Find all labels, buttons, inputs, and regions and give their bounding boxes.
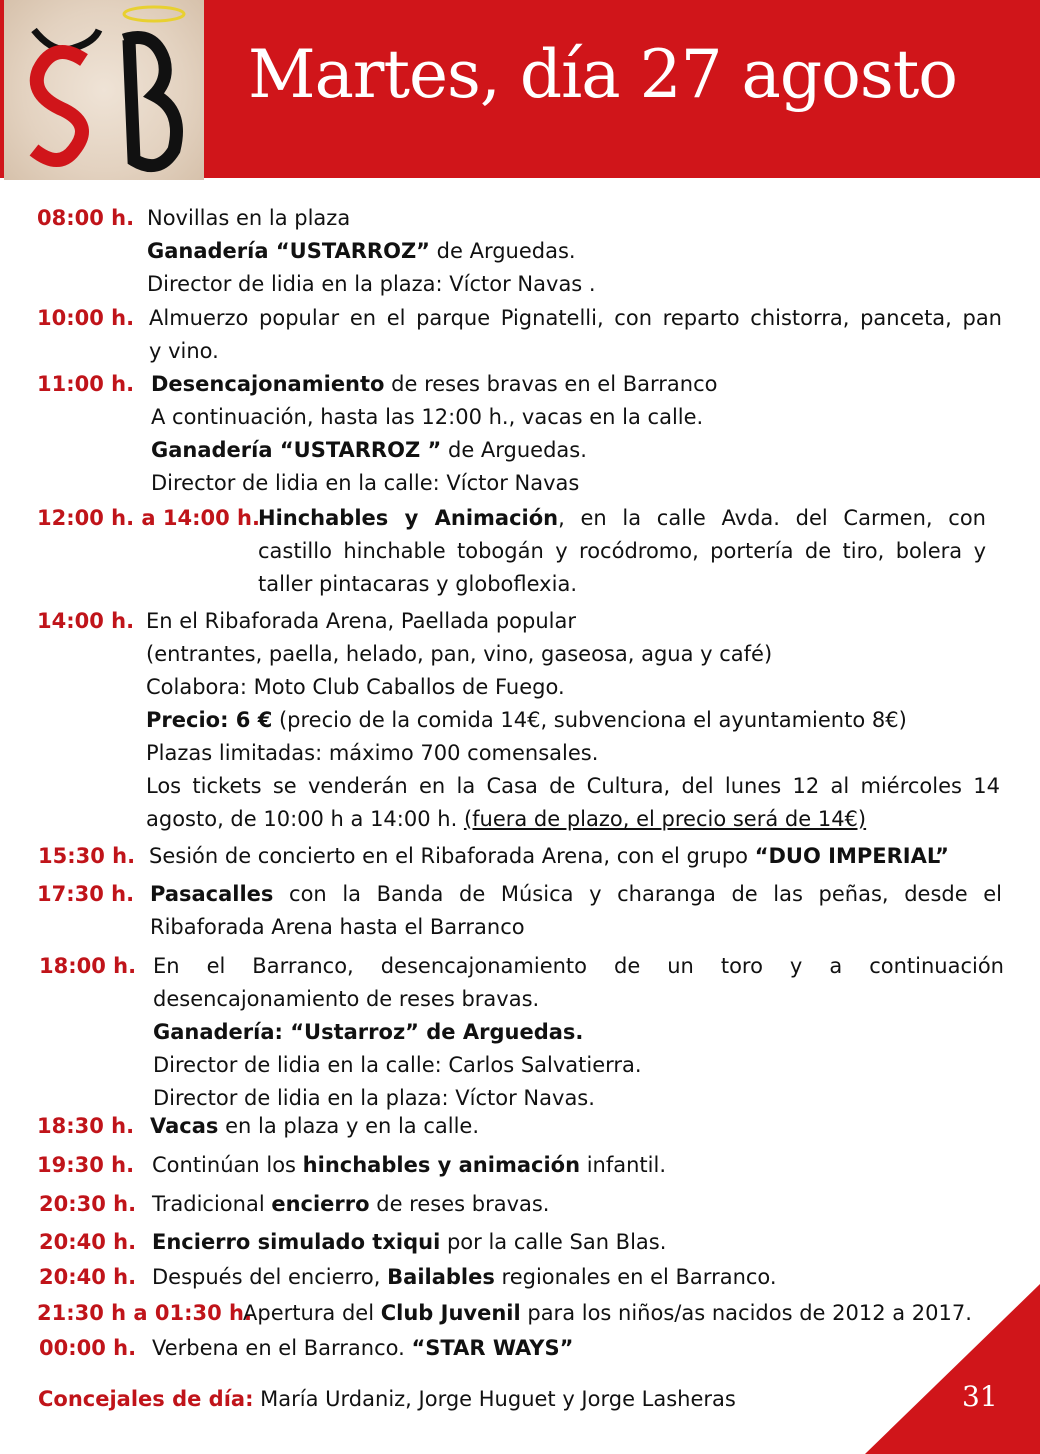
entry-time: 12:00 h. a 14:00 h.	[37, 506, 260, 530]
text: infantil.	[580, 1153, 666, 1177]
entry-line	[151, 434, 587, 467]
entry-line	[258, 535, 986, 568]
entry-time: 08:00 h.	[37, 206, 135, 230]
entry-time: 17:30 h.	[37, 882, 135, 906]
entry-line	[153, 1016, 583, 1049]
entry-time: 20:30 h.	[39, 1192, 137, 1216]
text: Ribaforada Arena hasta el Barranco	[150, 915, 525, 939]
entry-line	[149, 840, 949, 873]
text: Almuerzo popular en el parque Pignatelli, con reparto chistorra, panceta, pan	[149, 306, 1002, 330]
bold-text: Bailables	[387, 1265, 495, 1289]
entry-line	[146, 704, 907, 737]
entry-line	[152, 1261, 777, 1294]
text: por la calle San Blas.	[440, 1230, 667, 1254]
entry-line	[147, 268, 596, 301]
entry-time: 21:30 h a 01:30 h.	[37, 1301, 252, 1325]
entry-line	[152, 1188, 549, 1221]
councillors-names: María Urdaniz, Jorge Huguet y Jorge Lasheras	[253, 1387, 736, 1411]
bold-text: Vacas	[150, 1114, 219, 1138]
bold-text: Encierro simulado txiqui	[152, 1230, 441, 1254]
entry-time: 20:40 h.	[39, 1265, 137, 1289]
page-number: 31	[962, 1380, 998, 1413]
entry-line	[150, 911, 525, 944]
bold-text: Ganadería: “Ustarroz” de Arguedas.	[153, 1020, 584, 1044]
councillors-label: Concejales de día:	[38, 1387, 254, 1411]
entry-time: 11:00 h.	[37, 372, 135, 396]
entry-time: 19:30 h.	[37, 1153, 135, 1177]
entry-line	[258, 502, 986, 535]
entry-line	[258, 568, 577, 601]
bold-text: Pasacalles	[150, 882, 274, 906]
text: Tradicional	[152, 1192, 272, 1216]
entry-line	[146, 671, 565, 704]
text: Director de lidia en la calle: Carlos Salvatierra.	[153, 1053, 642, 1077]
text: Colabora: Moto Club Caballos de Fuego.	[146, 675, 565, 699]
bold-text: Ganadería “USTARROZ”	[147, 239, 430, 263]
text: En el Ribaforada Arena, Paellada popular	[146, 609, 576, 633]
entry-line	[146, 638, 772, 671]
text: (fuera de plazo, el precio será de 14€)	[463, 807, 867, 831]
text: de reses bravas.	[369, 1192, 550, 1216]
entry-time: 15:30 h.	[38, 844, 136, 868]
entry-time: 14:00 h.	[37, 609, 135, 633]
entry-line	[153, 983, 539, 1016]
text: Después del encierro,	[152, 1265, 388, 1289]
text: desencajonamiento de reses bravas.	[153, 987, 540, 1011]
festival-logo	[4, 0, 204, 180]
text: Verbena en el Barranco.	[152, 1336, 412, 1360]
entry-line	[146, 770, 1000, 803]
text: agosto, de 10:00 h a 14:00 h.	[146, 807, 464, 831]
text: castillo hinchable tobogán y rocódromo, portería de tiro, bolera y	[258, 539, 986, 563]
entry-line	[147, 202, 350, 235]
text: , en la calle Avda. del Carmen, con	[558, 506, 986, 530]
entry-line	[153, 950, 1004, 983]
text: En el Barranco, desencajonamiento de un toro y a continuación	[153, 954, 1004, 978]
text: Novillas en la plaza	[147, 206, 351, 230]
bold-text: Desencajonamiento	[151, 372, 385, 396]
text: Director de lidia en la plaza: Víctor Navas .	[147, 272, 596, 296]
entry-line	[151, 368, 717, 401]
entry-line	[149, 335, 219, 368]
text: (precio de la comida 14€, subvenciona el ayuntamiento 8€)	[272, 708, 907, 732]
corner-triangle	[865, 1284, 1040, 1454]
entry-time: 18:30 h.	[37, 1114, 135, 1138]
text: regionales en el Barranco.	[494, 1265, 777, 1289]
bold-text: hinchables y animación	[302, 1153, 581, 1177]
entry-line	[243, 1297, 972, 1330]
bold-text: encierro	[271, 1192, 370, 1216]
entry-time: 00:00 h.	[39, 1336, 137, 1360]
entry-line	[146, 803, 866, 836]
text: A continuación, hasta las 12:00 h., vacas en la calle.	[151, 405, 704, 429]
entry-time: 18:00 h.	[39, 954, 137, 978]
text: Director de lidia en la plaza: Víctor Navas.	[153, 1086, 595, 1110]
entry-line	[153, 1049, 642, 1082]
page-title: Martes, día 27 agosto	[248, 36, 957, 113]
entry-line	[151, 401, 703, 434]
entry-line	[150, 878, 1002, 911]
bold-text: “DUO IMPERIAL”	[754, 844, 949, 868]
text: de reses bravas en el Barranco	[384, 372, 718, 396]
bold-text: Precio: 6 €	[146, 708, 273, 732]
text: taller pintacaras y globoflexia.	[258, 572, 577, 596]
bold-text: Ganadería “USTARROZ ”	[151, 438, 442, 462]
councillors-of-the-day	[38, 1383, 736, 1416]
text: en la plaza y en la calle.	[218, 1114, 480, 1138]
text: Apertura del	[243, 1301, 381, 1325]
text: Sesión de concierto en el Ribaforada Arena, con el grupo	[149, 844, 755, 868]
entry-time: 10:00 h.	[37, 306, 135, 330]
text: y vino.	[149, 339, 219, 363]
bold-text: “STAR WAYS”	[411, 1336, 574, 1360]
text: (entrantes, paella, helado, pan, vino, gaseosa, agua y café)	[146, 642, 773, 666]
entry-line	[149, 302, 1002, 335]
entry-line	[147, 235, 576, 268]
text: Continúan los	[152, 1153, 303, 1177]
text: Director de lidia en la calle: Víctor Navas	[151, 471, 580, 495]
entry-line	[150, 1110, 479, 1143]
text: Los tickets se venderán en la Casa de Cultura, del lunes 12 al miércoles 14	[146, 774, 1000, 798]
entry-line	[152, 1149, 666, 1182]
bold-text: Hinchables y Animación	[258, 506, 559, 530]
entry-line	[151, 467, 579, 500]
text: Plazas limitadas: máximo 700 comensales.	[146, 741, 599, 765]
bold-text: Club Juvenil	[380, 1301, 521, 1325]
text: para los niños/as nacidos de 2012 a 2017.	[520, 1301, 972, 1325]
entry-line	[152, 1332, 573, 1365]
entry-time: 20:40 h.	[39, 1230, 137, 1254]
entry-line	[146, 605, 576, 638]
entry-line	[152, 1226, 666, 1259]
text: de Arguedas.	[430, 239, 576, 263]
entry-line	[146, 737, 598, 770]
text: con la Banda de Música y charanga de las peñas, desde el	[273, 882, 1002, 906]
text: de Arguedas.	[441, 438, 587, 462]
